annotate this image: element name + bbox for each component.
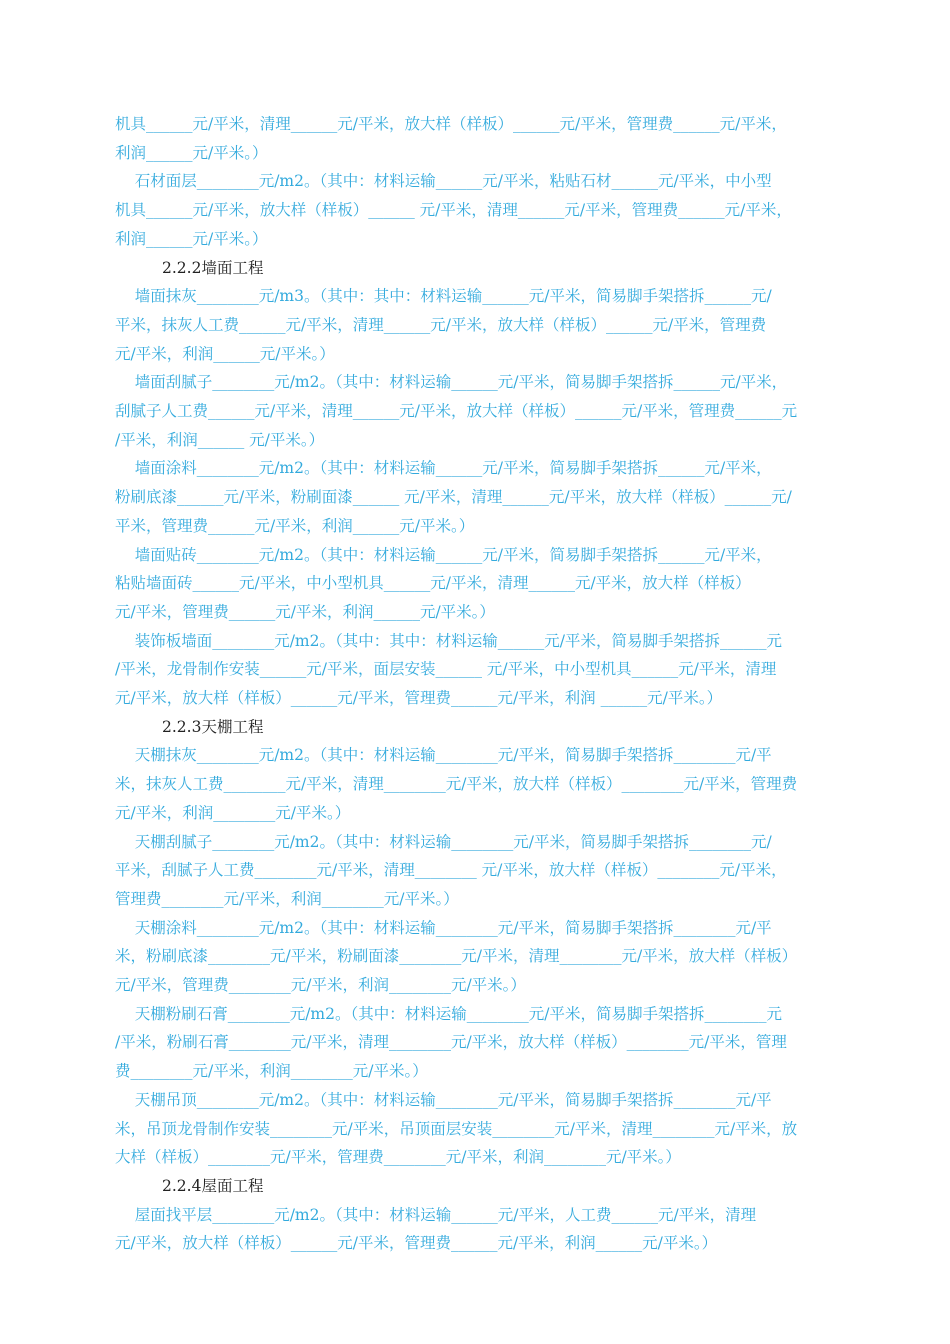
body-text-line: 平米，管理费______元/平米，利润______元/平米。） bbox=[115, 516, 475, 535]
body-text-line: 米，抹灰人工费________元/平米，清理________元/平米，放大样（样板）________元/平米，管理费 bbox=[115, 775, 798, 794]
body-text-line: 元/平米，放大样（样板）______元/平米，管理费______元/平米，利润______元/平米。） bbox=[115, 1234, 718, 1253]
body-text-line: 平米，刮腻子人工费________元/平米，清理________ 元/平米，放大样（样板）________元/平米， bbox=[115, 861, 787, 880]
body-text-line: 机具______元/平米，清理______元/平米，放大样（样板）______元/平米，管理费______元/平米， bbox=[115, 115, 787, 133]
body-text-line: 墙面贴砖________元/m2。（其中：材料运输______元/平米，简易脚手架搭拆______元/平米， bbox=[115, 545, 772, 564]
body-text-line: 天棚吊顶________元/m2。（其中：材料运输________元/平米，简易脚手架搭拆________元/平 bbox=[115, 1090, 772, 1109]
body-text-line: /平米，粉刷石膏________元/平米，清理________元/平米，放大样（样板）________元/平米，管理 bbox=[115, 1033, 787, 1052]
body-text-line: 利润______元/平米。） bbox=[115, 229, 268, 248]
section-heading: 2.2.4屋面工程 bbox=[162, 1176, 264, 1195]
body-text-line: 费________元/平米，利润________元/平米。） bbox=[115, 1062, 428, 1081]
body-text-line: 平米，抹灰人工费______元/平米，清理______元/平米，放大样（样板）______元/平米，管理费 bbox=[115, 315, 767, 334]
body-text-line: 粉刷底漆______元/平米，粉刷面漆______ 元/平米，清理______元/平米，放大样（样板）______元/ bbox=[115, 488, 792, 507]
body-text-line: 元/平米，利润______元/平米。） bbox=[115, 344, 335, 363]
body-text-line: 米，粉刷底漆________元/平米，粉刷面漆________元/平米，清理________元/平米，放大样（样板） bbox=[115, 947, 798, 966]
body-text-line: 粘贴墙面砖______元/平米，中小型机具______元/平米，清理______元/平米，放大样（样板） bbox=[115, 574, 751, 593]
body-text-line: 管理费________元/平米，利润________元/平米。） bbox=[115, 889, 459, 908]
body-text-line: 墙面抹灰________元/m3。（其中：其中：材料运输______元/平米，简易脚手架搭拆______元/ bbox=[115, 287, 772, 306]
body-text-line: 天棚涂料________元/m2。（其中：材料运输________元/平米，简易脚手架搭拆________元/平 bbox=[115, 918, 772, 937]
body-text-line: 装饰板墙面________元/m2。（其中：其中：材料运输______元/平米，简易脚手架搭拆______元 bbox=[115, 631, 782, 650]
body-text-line: 利润______元/平米。） bbox=[115, 143, 268, 162]
body-text-line: 墙面涂料________元/m2。（其中：材料运输______元/平米，简易脚手架搭拆______元/平米， bbox=[115, 459, 772, 478]
body-text-line: 元/平米，放大样（样板）______元/平米，管理费______元/平米，利润 ______元/平米。） bbox=[115, 689, 723, 707]
section-heading: 2.2.3天棚工程 bbox=[162, 717, 264, 736]
body-text-line: 机具______元/平米，放大样（样板）______ 元/平米，清理______元/平米，管理费______元/平米， bbox=[115, 201, 792, 220]
body-text-line: /平米，龙骨制作安装______元/平米，面层安装______ 元/平米，中小型机具______元/平米，清理 bbox=[115, 660, 777, 679]
body-text-line: 刮腻子人工费______元/平米，清理______元/平米，放大样（样板）______元/平米，管理费______元 bbox=[115, 402, 798, 420]
body-text-line: 大样（样板）________元/平米，管理费________元/平米，利润________元/平米。） bbox=[115, 1148, 681, 1167]
body-text-line: 墙面刮腻子________元/m2。（其中：材料运输______元/平米，简易脚手架搭拆______元/平米， bbox=[115, 373, 788, 392]
body-text-line: /平米，利润______ 元/平米。） bbox=[115, 430, 325, 449]
body-text-line: 元/平米，管理费______元/平米，利润______元/平米。） bbox=[115, 602, 495, 621]
section-heading: 2.2.2墙面工程 bbox=[162, 258, 264, 277]
body-text-line: 天棚粉刷石膏________元/m2。（其中：材料运输________元/平米，简易脚手架搭拆________元 bbox=[115, 1004, 782, 1023]
body-text-line: 屋面找平层________元/m2。（其中：材料运输______元/平米，人工费______元/平米，清理 bbox=[115, 1205, 757, 1224]
body-text-line: 天棚刮腻子________元/m2。（其中：材料运输________元/平米，简易脚手架搭拆________元/ bbox=[115, 832, 772, 851]
body-text-line: 天棚抹灰________元/m2。（其中：材料运输________元/平米，简易脚手架搭拆________元/平 bbox=[115, 746, 772, 765]
body-text-line: 元/平米，管理费________元/平米，利润________元/平米。） bbox=[115, 976, 526, 994]
body-text-line: 石材面层________元/m2。（其中：材料运输______元/平米，粘贴石材______元/平米，中小型 bbox=[115, 172, 772, 191]
body-text-line: 米，吊顶龙骨制作安装________元/平米，吊顶面层安装________元/平米，清理________元/平米，放 bbox=[115, 1119, 798, 1138]
body-text-line: 元/平米，利润________元/平米。） bbox=[115, 803, 351, 822]
